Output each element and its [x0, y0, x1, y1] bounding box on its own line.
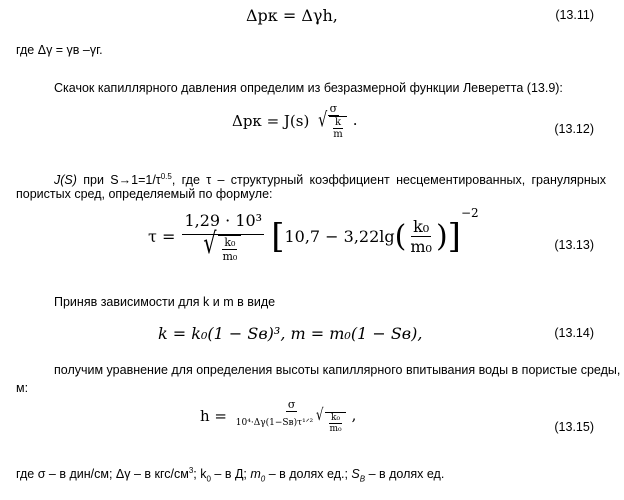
equation-13-13-lhs: τ =	[148, 227, 176, 246]
tau-text-line-1: J(S) при $S\to 1=1/\tau^{0.5}$, где τ – структурный коэффициент несцементированных, гранулярных	[54, 172, 606, 188]
equation-13-15-numerator: σ	[287, 398, 296, 411]
leverett-intro: Скачок капиллярного давления определим из безразмерной функции Леверетта (13.9):	[54, 81, 563, 95]
equation-13-13-numerator: 1,29 · 10³	[182, 211, 264, 235]
equation-13-12: Δpк = J(s) σ √ $\frac{k}{m}$ .	[232, 102, 358, 140]
equation-13-12-fraction	[316, 102, 351, 140]
equation-13-12-lhs: Δpк = J(s)	[232, 112, 310, 130]
sqrt-sign: √ $\frac{\text{k₀}}{\text{m₀}}$	[203, 235, 243, 263]
delta-gamma-definition: где Δγ = γв –γг.	[16, 43, 103, 57]
equation-13-15-denominator: 10⁴·Δγ(1−Sв)τ¹ᐟ² √ $\frac{\text{k₀}}{\text{m₀}}$	[234, 412, 350, 434]
units-text: где σ – в дин/см; Δγ – в кгс/$см^3$; $k_0$ – в Д; $m_0$ – в долях ед.; $S_B$ – в долях ед.	[16, 466, 445, 484]
equation-13-14-formula: k = k₀(1 − Sв)³, m = m₀(1 − Sв),	[158, 324, 423, 343]
equation-13-11-formula: Δpк = Δγh,	[246, 6, 338, 25]
equation-number-13-13: (13.13)	[554, 238, 594, 252]
equation-number-13-12: (13.12)	[554, 122, 594, 136]
equation-number-13-11: (13.11)	[555, 8, 594, 22]
equation-13-15-lhs: h =	[200, 407, 227, 425]
equation-number-13-14: (13.14)	[554, 326, 594, 340]
km-intro: Приняв зависимости для k и m в виде	[54, 295, 276, 309]
equation-13-12-denominator	[316, 109, 351, 140]
equation-13-13-fraction	[182, 211, 264, 263]
equation-13-15: h = σ 10⁴·Δγ(1−Sв)τ¹ᐟ² √ $\frac{\text{k₀}}{\text{m₀}}$ ,	[200, 398, 357, 434]
equation-13-15-fraction	[234, 398, 350, 434]
equation-number-13-15: (13.15)	[554, 420, 594, 434]
equation-13-13-inner-fraction: $\frac{\text{k₀}}{\text{m₀}}$	[410, 217, 432, 256]
equation-13-13: τ = 1,29 · 10³ √ $\frac{\text{k₀}}{\text{m₀}}$ [10,7 − 3,22lg( $\frac{\text{k₀}}{\text{m₀}}$ )]$^{-2}$	[148, 206, 479, 263]
equation-13-13-exponent: −2	[460, 206, 479, 220]
result-text-line-2: м:	[16, 381, 29, 395]
result-text-line-1: получим уравнение для определения высоты капиллярного впитывания воды в пористые среды,	[54, 363, 621, 377]
equation-13-13-denominator	[201, 226, 245, 263]
equation-13-14	[158, 324, 422, 343]
sqrt-sign: √ $\frac{\text{k₀}}{\text{m₀}}$	[316, 412, 348, 434]
equation-13-12-numerator: σ	[329, 102, 338, 115]
tau-text-line-2: пористых сред, определяемый по формуле:	[16, 187, 273, 201]
equation-13-11	[246, 6, 338, 25]
sqrt-sign: √ $\frac{k}{m}$	[318, 116, 349, 140]
equation-13-13-bracket: 10,7 − 3,22lg	[284, 227, 395, 246]
